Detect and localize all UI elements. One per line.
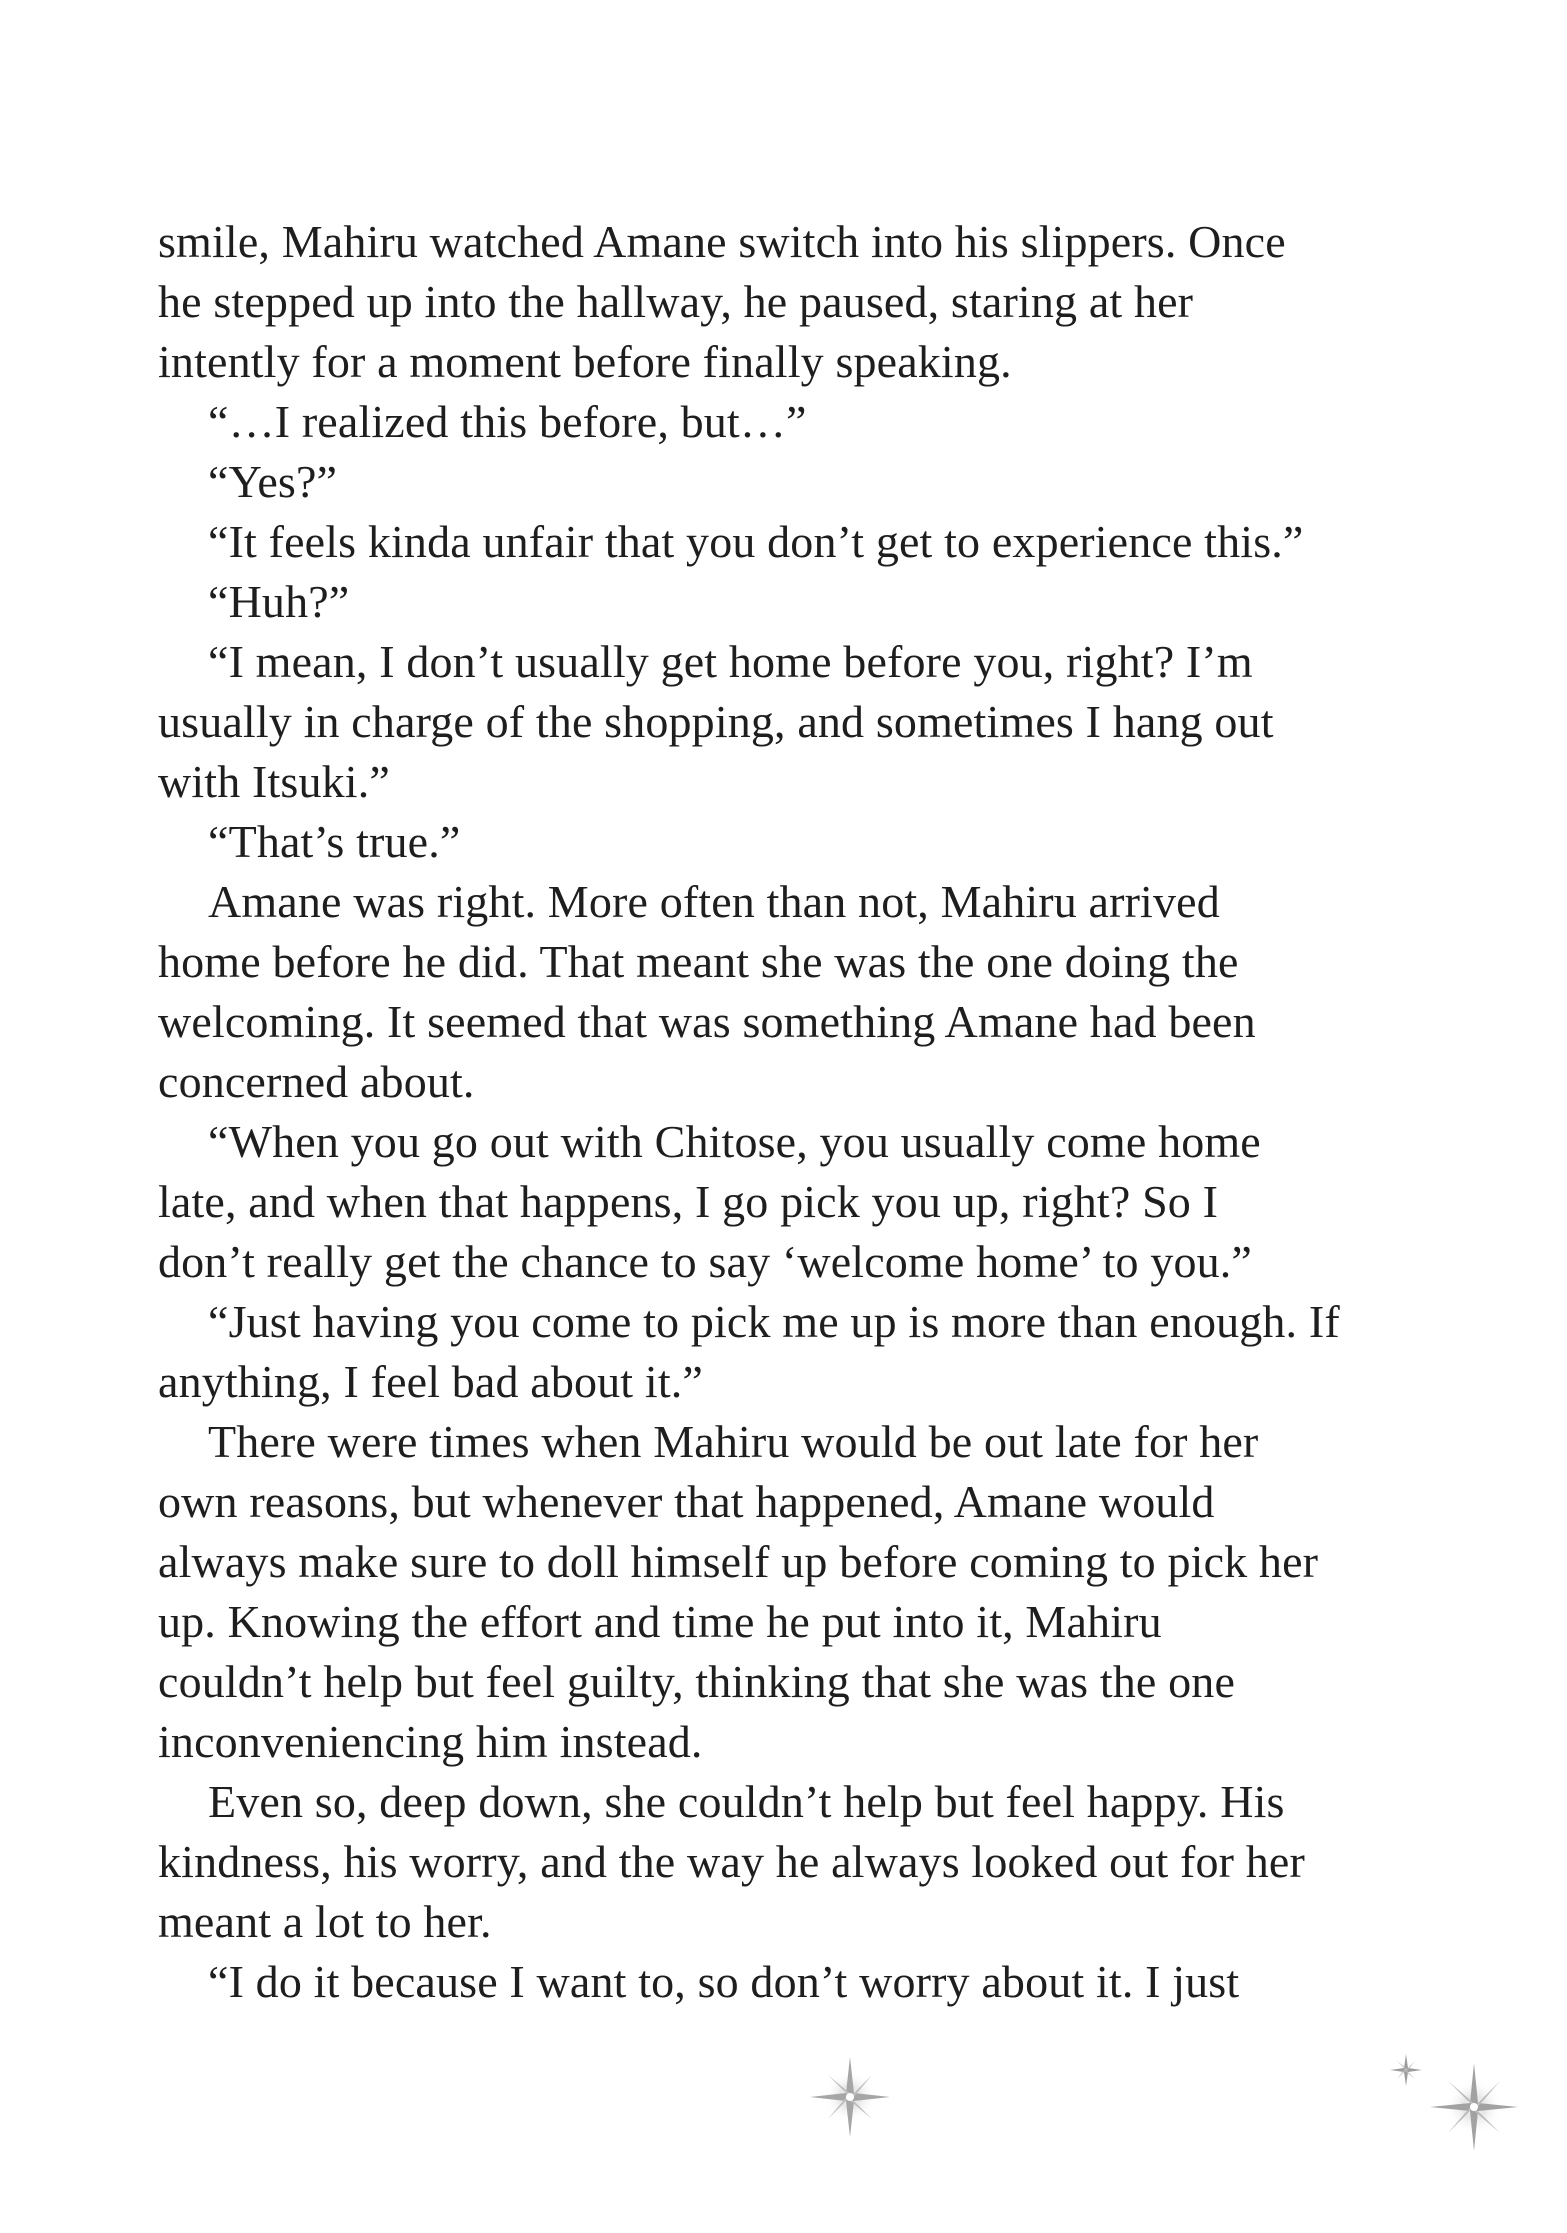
page-body-text — [158, 212, 1458, 2012]
sparkle-icon — [810, 2057, 890, 2137]
text-line: “When you go out with Chitose, you usually come home — [208, 1116, 1261, 1167]
text-line: he stepped up into the hallway, he paused, staring at her — [158, 276, 1194, 327]
sparkle-icon — [1390, 2054, 1422, 2086]
text-line: always make sure to doll himself up before coming to pick her — [158, 1536, 1319, 1587]
text-line: anything, I feel bad about it.” — [158, 1356, 703, 1407]
text-line: own reasons, but whenever that happened, Amane would — [158, 1476, 1215, 1527]
text-line: smile, Mahiru watched Amane switch into his slippers. Once — [158, 216, 1286, 267]
text-line: “I do it because I want to, so don’t worry about it. I just — [208, 1956, 1240, 2007]
text-line: concerned about. — [158, 1056, 475, 1107]
text-line: don’t really get the chance to say ‘welcome home’ to you.” — [158, 1236, 1252, 1287]
text-line: Amane was right. More often than not, Mahiru arrived — [208, 876, 1220, 927]
text-line: Even so, deep down, she couldn’t help but feel happy. His — [208, 1776, 1285, 1827]
text-line: “I mean, I don’t usually get home before you, right? I’m — [208, 636, 1253, 687]
text-line: “It feels kinda unfair that you don’t get to experience this.” — [208, 516, 1304, 567]
text-line: welcoming. It seemed that was something Amane had been — [158, 996, 1256, 1047]
text-line: meant a lot to her. — [158, 1896, 492, 1947]
text-line: up. Knowing the effort and time he put into it, Mahiru — [158, 1596, 1162, 1647]
text-line: couldn’t help but feel guilty, thinking that she was the one — [158, 1656, 1236, 1707]
text-line: “That’s true.” — [208, 816, 461, 867]
text-line: home before he did. That meant she was the one doing the — [158, 936, 1239, 987]
text-line: intently for a moment before finally speaking. — [158, 336, 1012, 387]
text-line: kindness, his worry, and the way he always looked out for her — [158, 1836, 1305, 1887]
text-line: There were times when Mahiru would be out late for her — [208, 1416, 1259, 1467]
text-line: “…I realized this before, but…” — [208, 396, 807, 447]
text-line: “Huh?” — [208, 576, 350, 627]
text-line: with Itsuki.” — [158, 756, 390, 807]
text-line: inconveniencing him instead. — [158, 1716, 703, 1767]
text-line: late, and when that happens, I go pick you up, right? So I — [158, 1176, 1219, 1227]
sparkle-icon — [1430, 2063, 1518, 2151]
text-line: “Yes?” — [208, 456, 338, 507]
text-line: usually in charge of the shopping, and sometimes I hang out — [158, 696, 1274, 747]
text-line: “Just having you come to pick me up is more than enough. If — [208, 1296, 1340, 1347]
